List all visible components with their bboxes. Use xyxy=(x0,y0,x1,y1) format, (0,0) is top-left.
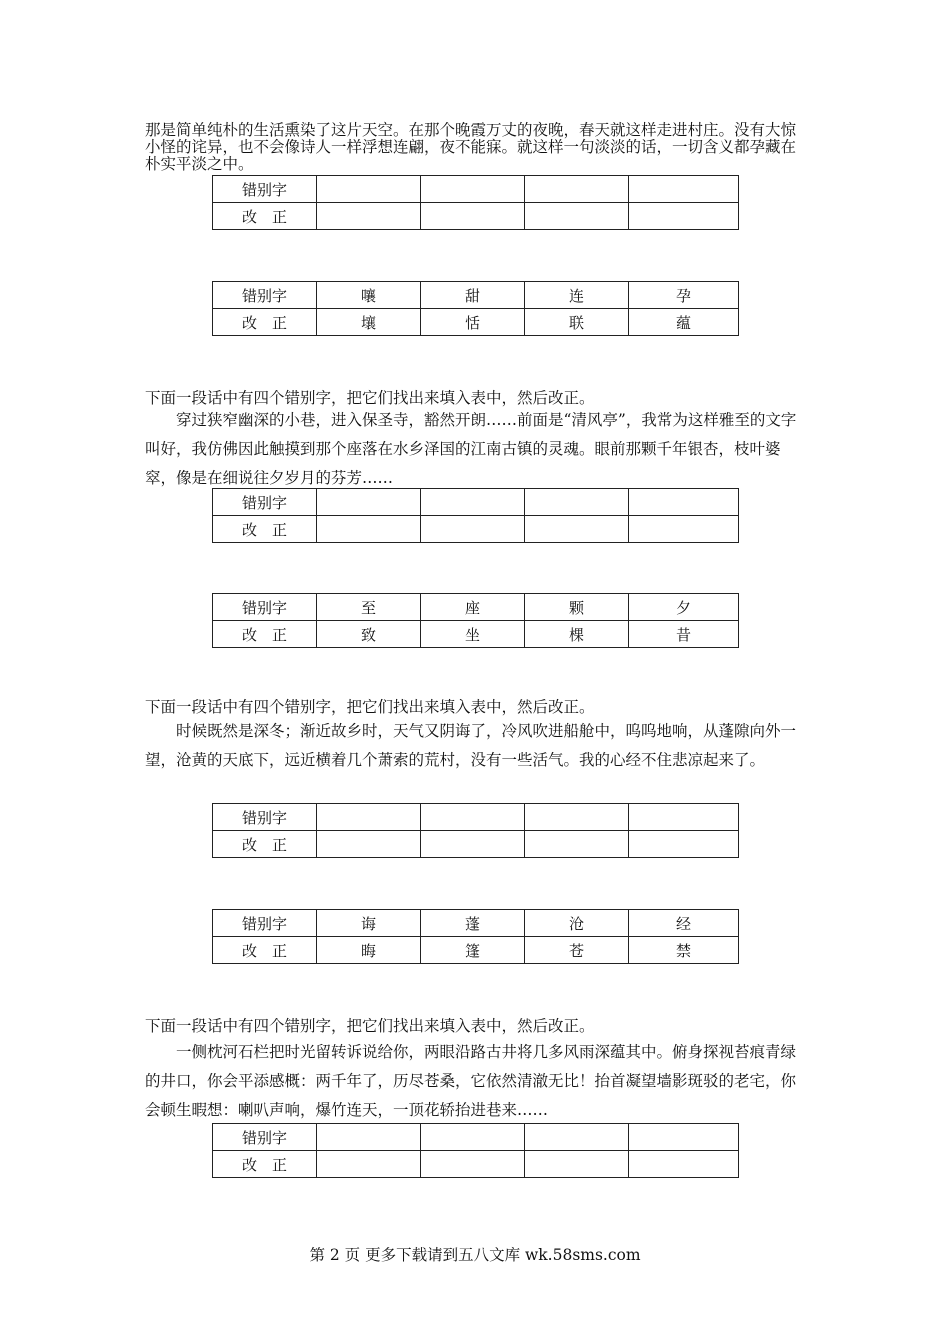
table-row xyxy=(213,937,739,964)
wrong-char-label: 错别字 xyxy=(213,804,317,831)
table-row xyxy=(213,621,739,648)
answer-wrong: 颗 xyxy=(525,594,629,621)
wrong-char-label: 错别字 xyxy=(213,910,317,937)
table-row xyxy=(213,910,739,937)
blank-cell[interactable] xyxy=(421,1124,525,1151)
table-row xyxy=(213,831,739,858)
blank-cell[interactable] xyxy=(525,1124,629,1151)
table-row xyxy=(213,804,739,831)
answer-correct: 晦 xyxy=(317,937,421,964)
answer-wrong: 座 xyxy=(421,594,525,621)
blank-cell[interactable] xyxy=(525,831,629,858)
correction-label: 改 正 xyxy=(213,516,317,543)
passage-1: 那是简单纯朴的生活熏染了这片天空。在那个晚霞万丈的夜晚，春天就这样走进村庄。没有大惊小怪的诧异，也不会像诗人一样浮想连翩，夜不能寐。就这样一句淡淡的话，一切含义都孕藏在朴实平淡之中。 xyxy=(145,121,797,173)
blank-cell[interactable] xyxy=(525,176,629,203)
blank-cell[interactable] xyxy=(317,489,421,516)
blank-cell[interactable] xyxy=(421,831,525,858)
blank-cell[interactable] xyxy=(317,176,421,203)
answer-wrong: 至 xyxy=(317,594,421,621)
answer-correct: 篷 xyxy=(421,937,525,964)
blank-cell[interactable] xyxy=(629,176,739,203)
answer-correct: 壤 xyxy=(317,309,421,336)
blank-cell[interactable] xyxy=(317,1124,421,1151)
passage-2: 穿过狭窄幽深的小巷，进入保圣寺，豁然开朗……前面是“清风亭”，我常为这样雅至的文字叫好，我仿佛因此触摸到那个座落在水乡泽国的江南古镇的灵魂。眼前那颗千年银杏，枝叶婆窣，像是在细说往夕岁月的芬芳…… xyxy=(145,411,797,487)
passage-4: 一侧枕河石栏把时光留转诉说给你，两眼沿路古井将几多风雨深蕴其中。俯身探视苔痕青绿的井口，你会平添感概：两千年了，历尽苍桑，它依然清澈无比！抬首凝望墙影斑驳的老宅，你会顿生暇想：喇叭声响，爆竹连天，一顶花轿抬进巷来…… xyxy=(145,1043,797,1119)
table-row xyxy=(213,176,739,203)
passage-3: 时候既然是深冬；渐近故乡时，天气又阴诲了，冷风吹进船舱中，呜呜地响，从蓬隙向外一望，沧黄的天底下，远近横着几个萧索的荒村，没有一些活气。我的心经不住悲凉起来了。 xyxy=(145,722,797,769)
table-row xyxy=(213,489,739,516)
blank-cell[interactable] xyxy=(629,203,739,230)
blank-cell[interactable] xyxy=(629,516,739,543)
blank-cell[interactable] xyxy=(421,804,525,831)
instruction-4: 下面一段话中有四个错别字，把它们找出来填入表中，然后改正。 xyxy=(145,1017,595,1035)
correction-label: 改 正 xyxy=(213,1151,317,1178)
blank-cell[interactable] xyxy=(421,176,525,203)
blank-cell[interactable] xyxy=(525,489,629,516)
answer-correct: 联 xyxy=(525,309,629,336)
answer-correct: 昔 xyxy=(629,621,739,648)
table-row xyxy=(213,203,739,230)
correction-label: 改 正 xyxy=(213,937,317,964)
blank-cell[interactable] xyxy=(317,831,421,858)
blank-cell[interactable] xyxy=(317,1151,421,1178)
blank-table-2 xyxy=(212,488,739,543)
answer-wrong: 蓬 xyxy=(421,910,525,937)
blank-cell[interactable] xyxy=(317,804,421,831)
blank-cell[interactable] xyxy=(525,516,629,543)
answer-wrong: 诲 xyxy=(317,910,421,937)
blank-cell[interactable] xyxy=(421,203,525,230)
answer-table-1 xyxy=(212,281,739,336)
answer-wrong: 连 xyxy=(525,282,629,309)
correction-label: 改 正 xyxy=(213,309,317,336)
blank-cell[interactable] xyxy=(421,489,525,516)
page-footer: 第 2 页 更多下载请到五八文库 wk.58sms.com xyxy=(309,1246,641,1264)
blank-cell[interactable] xyxy=(629,1151,739,1178)
instruction-3: 下面一段话中有四个错别字，把它们找出来填入表中，然后改正。 xyxy=(145,698,595,716)
blank-cell[interactable] xyxy=(629,489,739,516)
correction-label: 改 正 xyxy=(213,831,317,858)
correction-label: 改 正 xyxy=(213,621,317,648)
blank-cell[interactable] xyxy=(317,516,421,543)
blank-cell[interactable] xyxy=(421,1151,525,1178)
wrong-char-label: 错别字 xyxy=(213,489,317,516)
answer-table-2 xyxy=(212,593,739,648)
blank-cell[interactable] xyxy=(629,1124,739,1151)
answer-correct: 恬 xyxy=(421,309,525,336)
answer-correct: 致 xyxy=(317,621,421,648)
answer-wrong: 夕 xyxy=(629,594,739,621)
table-row xyxy=(213,516,739,543)
wrong-char-label: 错别字 xyxy=(213,1124,317,1151)
blank-cell[interactable] xyxy=(525,1151,629,1178)
wrong-char-label: 错别字 xyxy=(213,176,317,203)
instruction-2: 下面一段话中有四个错别字，把它们找出来填入表中，然后改正。 xyxy=(145,389,595,407)
blank-table-4 xyxy=(212,1123,739,1178)
answer-correct: 蕴 xyxy=(629,309,739,336)
table-row xyxy=(213,309,739,336)
answer-wrong: 孕 xyxy=(629,282,739,309)
blank-cell[interactable] xyxy=(525,804,629,831)
answer-correct: 坐 xyxy=(421,621,525,648)
blank-cell[interactable] xyxy=(629,831,739,858)
answer-correct: 苍 xyxy=(525,937,629,964)
answer-wrong: 嚷 xyxy=(317,282,421,309)
blank-cell[interactable] xyxy=(629,804,739,831)
table-row xyxy=(213,282,739,309)
answer-wrong: 经 xyxy=(629,910,739,937)
blank-table-1 xyxy=(212,175,739,230)
blank-cell[interactable] xyxy=(525,203,629,230)
wrong-char-label: 错别字 xyxy=(213,594,317,621)
blank-table-3 xyxy=(212,803,739,858)
answer-wrong: 沧 xyxy=(525,910,629,937)
wrong-char-label: 错别字 xyxy=(213,282,317,309)
answer-table-3 xyxy=(212,909,739,964)
correction-label: 改 正 xyxy=(213,203,317,230)
table-row xyxy=(213,1151,739,1178)
answer-correct: 棵 xyxy=(525,621,629,648)
table-row xyxy=(213,1124,739,1151)
answer-correct: 禁 xyxy=(629,937,739,964)
blank-cell[interactable] xyxy=(317,203,421,230)
answer-wrong: 甜 xyxy=(421,282,525,309)
table-row xyxy=(213,594,739,621)
blank-cell[interactable] xyxy=(421,516,525,543)
